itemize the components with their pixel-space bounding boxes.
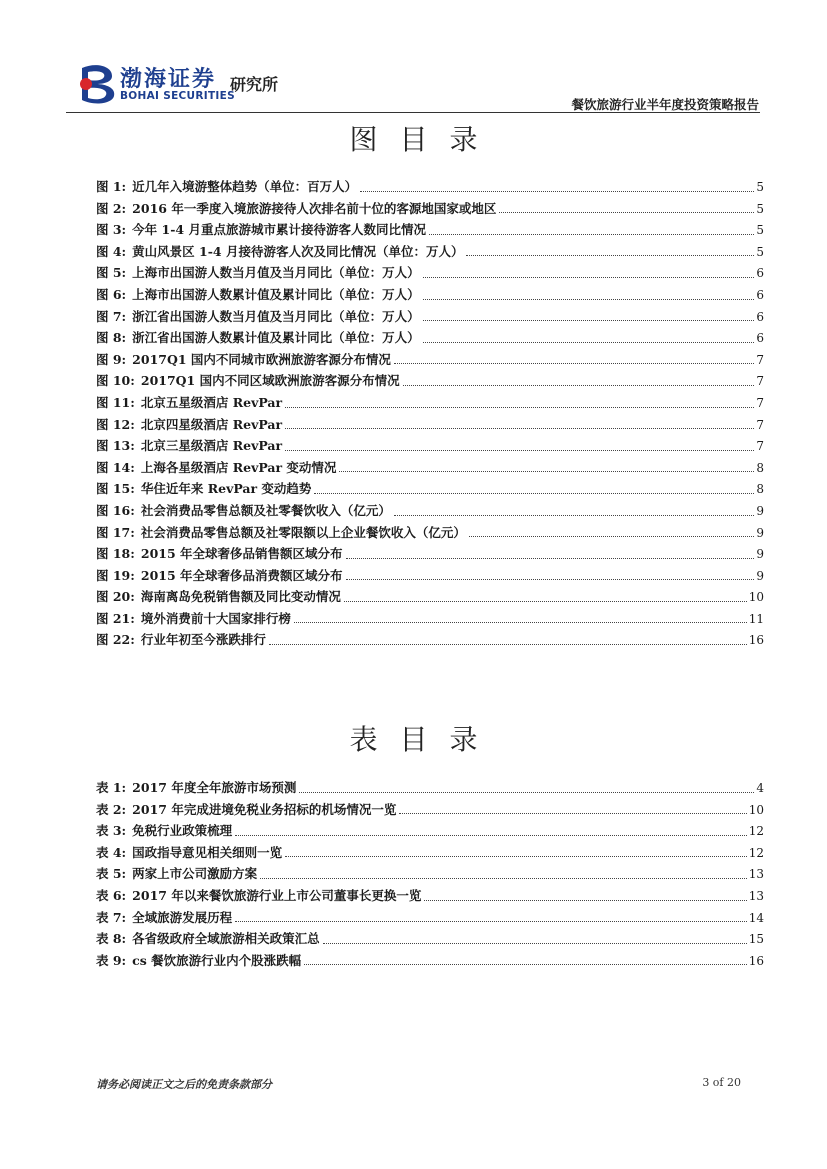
table-entry-label: 表 2: [96,801,127,817]
figure-toc-entry[interactable] [96,544,764,566]
tables-toc-list [96,778,764,972]
dot-leader [394,363,754,364]
figure-toc-entry[interactable] [96,609,764,631]
dot-leader [323,943,747,944]
figure-entry-page: 5 [756,244,764,259]
figure-entry-page: 9 [756,503,764,518]
figure-entry-label: 图 8: [96,330,127,346]
dot-leader [466,255,754,256]
figure-entry-label: 图 15: [96,481,135,497]
figure-entry-page: 5 [756,201,764,216]
table-entry-title: 2017 年完成进境免税业务招标的机场情况一览 [132,801,397,817]
figure-entry-title: 今年 1-4 月重点旅游城市累计接待游客人数同比情况 [132,222,426,238]
figure-entry-title: 浙江省出国游人数累计值及累计同比（单位：万人） [132,330,420,346]
figure-entry-title: 2015 年全球奢侈品消费额区域分布 [140,567,343,583]
header-divider [66,112,760,113]
dot-leader [285,428,754,429]
figure-toc-entry[interactable] [96,566,764,588]
figure-entry-title: 境外消费前十大国家排行榜 [140,610,291,626]
table-entry-page: 13 [748,888,764,903]
table-entry-page: 13 [748,867,764,882]
figure-entry-title: 黄山风景区 1-4 月接待游客人次及同比情况（单位：万人） [132,243,464,259]
table-toc-entry[interactable] [96,951,764,973]
table-entry-page: 12 [748,845,764,860]
figure-toc-entry[interactable] [96,307,764,329]
table-toc-entry[interactable] [96,800,764,822]
table-toc-entry[interactable] [96,821,764,843]
figure-entry-page: 10 [748,590,764,605]
figure-entry-title: 上海市出国游人数当月值及当月同比（单位：万人） [132,265,420,281]
report-title: 餐饮旅游行业半年度投资策略报告 [571,97,759,112]
dot-leader [339,471,754,472]
figure-toc-entry[interactable] [96,285,764,307]
figure-entry-title: 华住近年来 RevPar 变动趋势 [140,481,312,497]
figure-entry-page: 16 [748,633,764,648]
figure-entry-title: 行业年初至今涨跌排行 [140,632,266,648]
figure-toc-entry[interactable] [96,177,764,199]
dot-leader [269,644,747,645]
table-entry-label: 表 1: [96,780,127,795]
figure-toc-entry[interactable] [96,371,764,393]
figure-entry-page: 11 [748,611,764,626]
dot-leader [314,493,754,494]
figure-entry-page: 8 [756,460,764,475]
figure-entry-title: 上海市出国游人数累计值及累计同比（单位：万人） [132,286,420,302]
table-entry-label: 表 6: [96,887,127,903]
disclaimer-note: 请务必阅读正文之后的免责条款部分 [96,1078,272,1091]
table-entry-title: 免税行业政策梳理 [132,823,233,839]
table-entry-label: 表 5: [96,866,127,882]
dot-leader [235,921,747,922]
figure-toc-entry[interactable] [96,415,764,437]
table-entry-title: 两家上市公司激励方案 [132,866,258,882]
dot-leader [423,342,755,343]
figure-entry-title: 浙江省出国游人数当月值及当月同比（单位：万人） [132,308,420,324]
figure-entry-page: 6 [756,331,764,346]
figure-entry-page: 7 [756,417,764,432]
figures-toc-title: 图目录 [349,123,500,156]
figure-entry-label: 图 19: [96,567,135,583]
dot-leader [344,601,747,602]
table-entry-label: 表 8: [96,931,127,947]
figure-toc-entry[interactable] [96,630,764,652]
figure-entry-title: 2016 年一季度入境旅游接待人次排名前十位的客源地国家或地区 [132,200,497,216]
dot-leader [424,900,746,901]
figure-entry-label: 图 11: [96,394,135,410]
figure-entry-title: 海南离岛免税销售额及同比变动情况 [140,589,341,605]
figure-entry-page: 6 [756,287,764,302]
figure-entry-label: 图 4: [96,243,127,259]
dot-leader [285,856,747,857]
figure-entry-page: 7 [756,374,764,389]
tables-toc-title: 表目录 [349,723,500,756]
table-entry-label: 表 7: [96,909,127,925]
logo-english-name: BOHAI SECURITIES [120,90,235,102]
figure-toc-entry[interactable] [96,220,764,242]
figure-entry-title: 2015 年全球奢侈品销售额区域分布 [140,546,343,562]
dot-leader [360,191,754,192]
table-entry-label: 表 9: [96,952,127,968]
dot-leader [285,450,754,451]
figure-entry-title: 北京三星级酒店 RevPar [140,438,283,454]
figure-entry-page: 5 [756,223,764,238]
figure-toc-entry[interactable] [96,436,764,458]
figure-entry-title: 2017Q1 国内不同区域欧洲旅游客源分布情况 [140,373,400,389]
dot-leader [346,558,755,559]
figure-entry-title: 上海各星级酒店 RevPar 变动情况 [140,459,337,475]
figure-toc-entry[interactable] [96,328,764,350]
figure-entry-label: 图 9: [96,351,127,367]
table-entry-page: 14 [748,910,764,925]
table-entry-label: 表 4: [96,844,127,860]
figure-entry-title: 近几年入境游整体趋势（单位：百万人） [132,179,358,194]
table-entry-label: 表 3: [96,823,127,839]
figure-entry-label: 图 16: [96,502,135,518]
table-entry-page: 15 [748,932,764,947]
dot-leader [399,813,746,814]
table-entry-page: 10 [748,802,764,817]
figure-entry-label: 图 22: [96,632,135,648]
figures-toc-list [96,177,764,652]
figure-entry-label: 图 1: [96,179,127,194]
figure-entry-page: 8 [756,482,764,497]
figure-entry-title: 北京五星级酒店 RevPar [140,394,283,410]
table-entry-title: 2017 年度全年旅游市场预测 [132,780,297,795]
figure-entry-label: 图 20: [96,589,135,605]
figure-entry-label: 图 12: [96,416,135,432]
figure-entry-title: 2017Q1 国内不同城市欧洲旅游客源分布情况 [132,351,391,367]
institute-label: 研究所 [230,75,279,94]
bohai-logo-mark-icon [78,62,118,106]
table-toc-entry[interactable] [96,864,764,886]
dot-leader [394,515,754,516]
figure-entry-page: 7 [756,395,764,410]
table-entry-page: 4 [756,781,764,795]
figure-entry-title: 北京四星级酒店 RevPar [140,416,283,432]
figure-entry-page: 6 [756,266,764,281]
dot-leader [299,792,754,793]
figure-entry-label: 图 5: [96,265,127,281]
figure-entry-label: 图 17: [96,524,135,540]
table-toc-entry[interactable] [96,929,764,951]
figure-toc-entry[interactable] [96,199,764,221]
figure-entry-label: 图 18: [96,546,135,562]
figure-toc-entry[interactable] [96,523,764,545]
table-entry-title: 国政指导意见相关细则一览 [132,844,283,860]
figure-entry-label: 图 14: [96,459,135,475]
figure-entry-page: 5 [756,180,764,194]
figure-toc-entry[interactable] [96,479,764,501]
figure-toc-entry[interactable] [96,393,764,415]
figure-toc-entry[interactable] [96,458,764,480]
figure-entry-page: 7 [756,352,764,367]
figure-entry-page: 6 [756,309,764,324]
dot-leader [429,234,754,235]
table-entry-title: cs 餐饮旅游行业内个股涨跌幅 [132,952,302,968]
figure-entry-title: 社会消费品零售总额及社零限额以上企业餐饮收入（亿元） [140,524,466,540]
figure-entry-label: 图 21: [96,610,135,626]
table-entry-title: 2017 年以来餐饮旅游行业上市公司董事长更换一览 [132,887,422,903]
figure-entry-label: 图 6: [96,286,127,302]
figure-toc-entry[interactable] [96,501,764,523]
dot-leader [304,964,747,965]
figure-entry-page: 9 [756,547,764,562]
dot-leader [285,407,754,408]
figure-entry-page: 9 [756,525,764,540]
dot-leader [499,212,754,213]
figure-entry-page: 9 [756,568,764,583]
table-toc-entry[interactable] [96,886,764,908]
figure-toc-entry[interactable] [96,242,764,264]
figure-toc-entry[interactable] [96,263,764,285]
page-number: 3 of 20 [702,1076,741,1089]
dot-leader [346,579,755,580]
figure-entry-title: 社会消费品零售总额及社零餐饮收入（亿元） [140,502,391,518]
dot-leader [294,622,747,623]
dot-leader [260,878,747,879]
dot-leader [469,536,754,537]
table-entry-title: 各省级政府全域旅游相关政策汇总 [132,931,320,947]
dot-leader [403,385,755,386]
table-entry-page: 12 [748,824,764,839]
figure-entry-label: 图 10: [96,373,135,389]
figure-entry-page: 7 [756,439,764,454]
figure-entry-label: 图 2: [96,200,127,216]
table-toc-entry[interactable] [96,778,764,800]
table-entry-page: 16 [748,953,764,968]
dot-leader [235,835,747,836]
dot-leader [423,299,755,300]
figure-toc-entry[interactable] [96,587,764,609]
figure-entry-label: 图 13: [96,438,135,454]
figure-entry-label: 图 3: [96,222,127,238]
figure-toc-entry[interactable] [96,350,764,372]
dot-leader [423,277,755,278]
table-entry-title: 全域旅游发展历程 [132,909,233,925]
figure-entry-label: 图 7: [96,308,127,324]
table-toc-entry[interactable] [96,843,764,865]
table-toc-entry[interactable] [96,908,764,930]
logo-chinese-name: 渤海证券 [120,67,217,92]
dot-leader [423,320,755,321]
